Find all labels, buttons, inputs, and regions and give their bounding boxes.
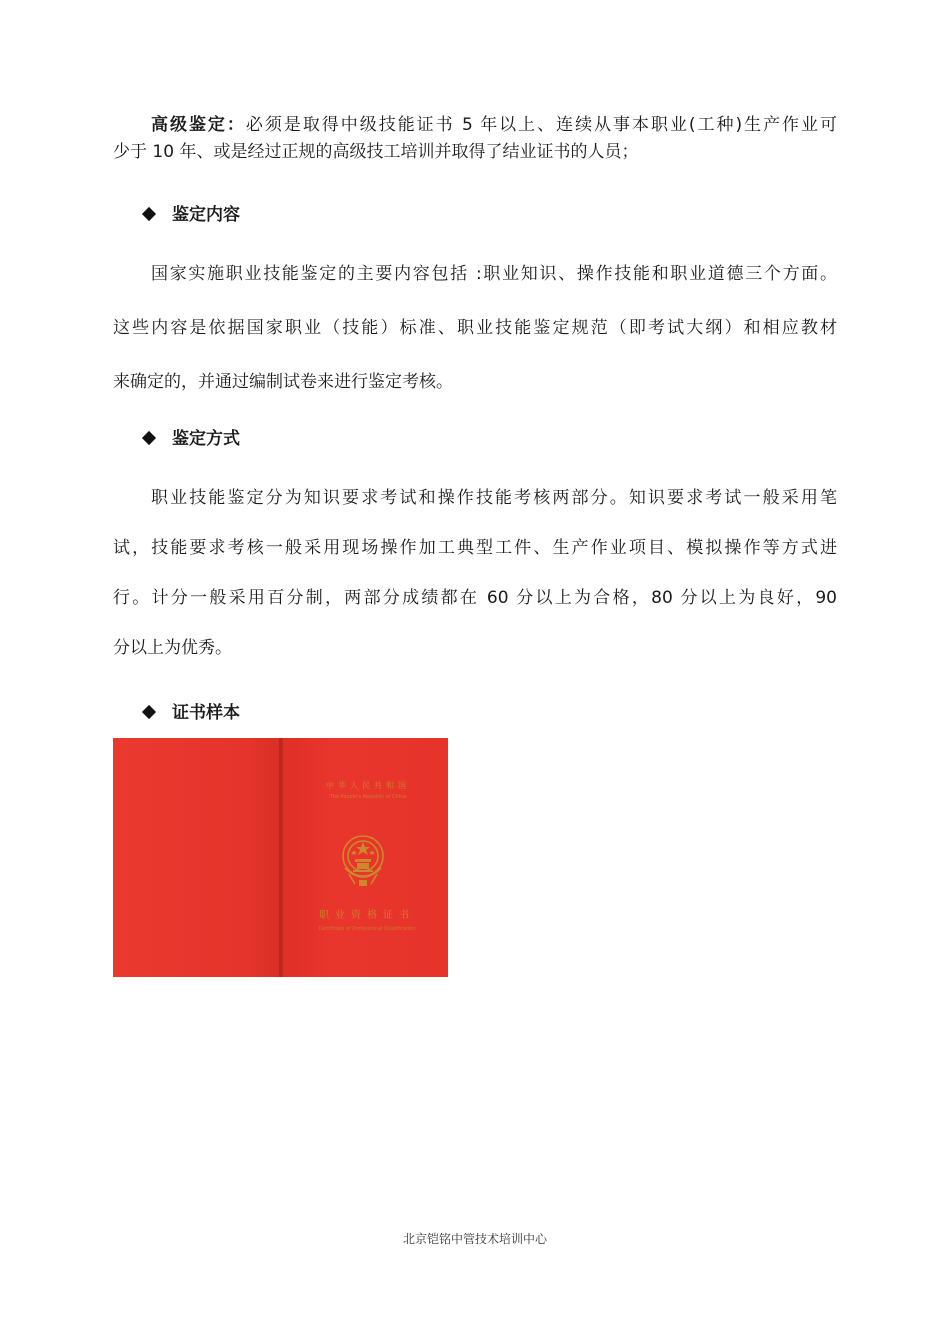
method-paragraph xyxy=(113,485,837,685)
national-emblem-icon xyxy=(335,828,391,890)
page-footer: 北京铠铭中管技术培训中心 xyxy=(402,1232,547,1246)
certificate-sample-image xyxy=(113,738,448,977)
paragraph-line: 这些内容是依据国家职业（技能）标准、职业技能鉴定规范（即考试大纲）和相应教材 xyxy=(113,318,837,338)
advanced-appraisal-label: 高级鉴定： xyxy=(151,115,246,135)
certificate-country-en: The People's Republic of China xyxy=(329,794,407,800)
section-heading-method: 鉴定方式 xyxy=(144,425,240,453)
paragraph-line: 行。计分一般采用百分制，两部分成绩都在 60 分以上为合格，80 分以上为良好，90 xyxy=(113,588,837,608)
paragraph-line: 职业技能鉴定分为知识要求考试和操作技能考核两部分。知识要求考试一般采用笔 xyxy=(151,488,837,508)
advanced-appraisal-paragraph xyxy=(113,112,837,166)
section-heading-content: 鉴定内容 xyxy=(144,201,240,229)
advanced-appraisal-text: 必须是取得中级技能证书 5 年以上、连续从事本职业(工种)生产作业可 xyxy=(245,115,838,135)
diamond-bullet-icon xyxy=(142,207,156,221)
content-paragraph xyxy=(113,261,837,423)
paragraph-line xyxy=(113,112,837,139)
certificate-country-cn: 中华人民共和国 xyxy=(326,781,410,790)
certificate-back-cover xyxy=(113,738,279,977)
diamond-bullet-icon xyxy=(142,705,156,719)
certificate-title-cn: 职业资格证书 xyxy=(319,910,415,921)
paragraph-line: 国家实施职业技能鉴定的主要内容包括 :职业知识、操作技能和职业道德三个方面。 xyxy=(151,264,837,284)
paragraph-line: 分以上为优秀。 xyxy=(113,638,232,658)
certificate-title-en: Certificate of Professional Qualification xyxy=(318,926,416,932)
diamond-bullet-icon xyxy=(142,431,156,445)
paragraph-line: 少于 10 年、或是经过正规的高级技工培训并取得了结业证书的人员； xyxy=(113,142,639,162)
paragraph-line: 来确定的，并通过编制试卷来进行鉴定考核。 xyxy=(113,372,453,392)
section-heading-sample: 证书样本 xyxy=(144,699,240,727)
paragraph-line: 试，技能要求考核一般采用现场操作加工典型工件、生产作业项目、模拟操作等方式进 xyxy=(113,538,837,558)
